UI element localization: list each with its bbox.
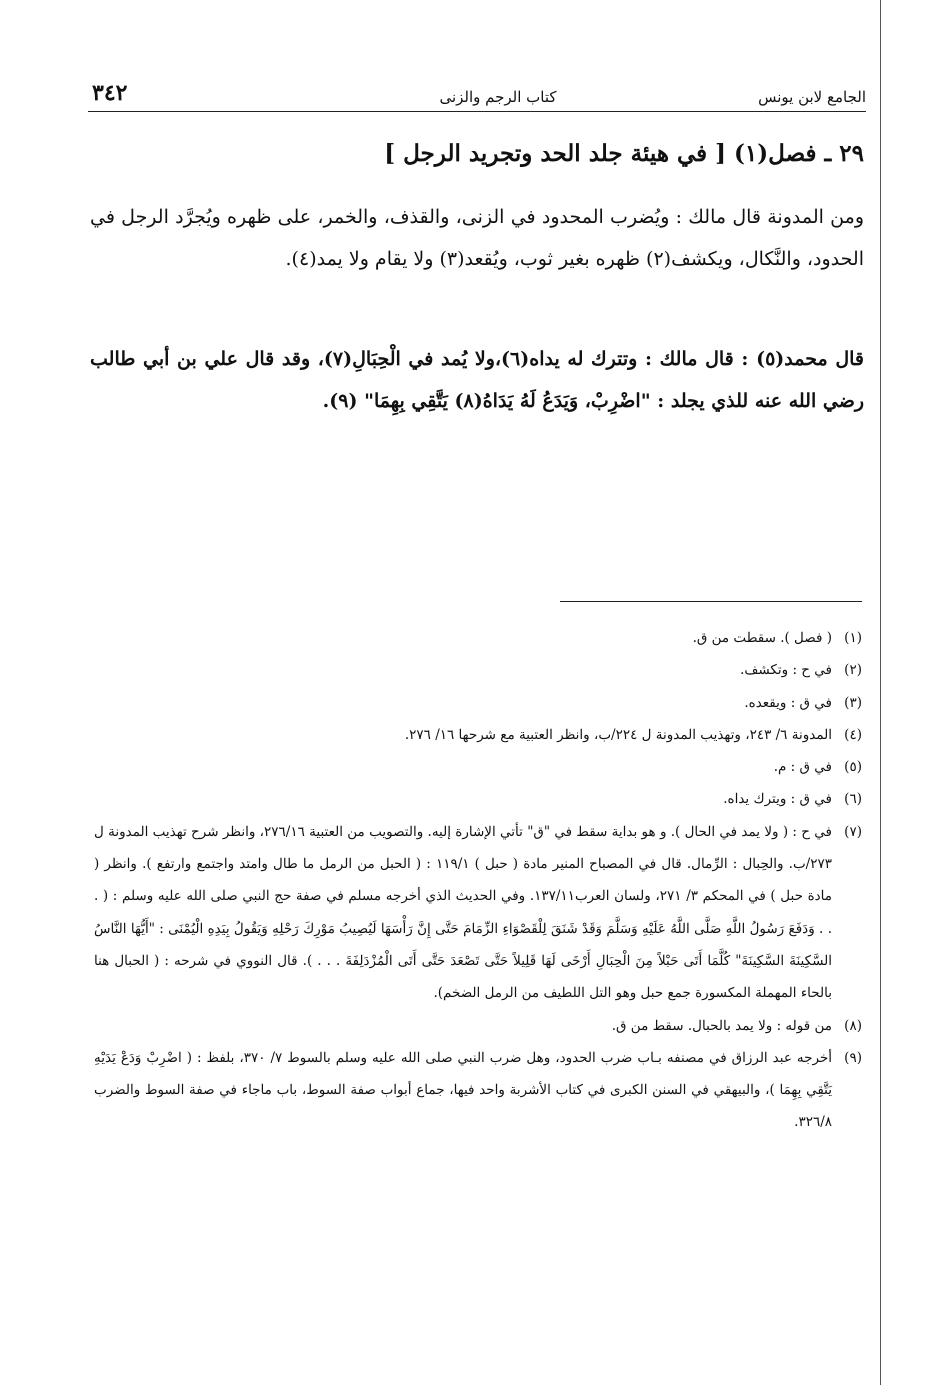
footnote-5	[94, 751, 862, 783]
chapter-title: كتاب الرجم والزنى	[439, 88, 557, 106]
footnote-3	[94, 687, 862, 719]
footnote-7	[94, 816, 862, 1010]
footnote-number: (٢)	[844, 662, 862, 679]
paragraph-1: ومن المدونة قال مالك : ويُضرب المحدود في الزنى، والقذف، والخمر، على ظهره ويُجرَّد الرجل في الحدود، والنَّكال، ويكشف(٢) ظهره بغير ثوب، ويُقعد(٣) ولا يقام ولا يمد(٤).	[90, 206, 864, 270]
header-rule	[88, 111, 866, 112]
footnote-number: (٩)	[844, 1049, 862, 1066]
footnote-2	[94, 654, 862, 686]
footnote-text: في ق : م.	[773, 759, 832, 776]
footnote-number: (٤)	[844, 726, 862, 743]
footnote-4	[94, 719, 862, 751]
footnote-number: (٦)	[844, 791, 862, 808]
footnote-number: (٨)	[844, 1017, 862, 1034]
footnotes	[94, 622, 862, 1139]
running-header	[88, 80, 866, 112]
footnote-text: المدونة ٦/ ٢٤٣، وتهذيب المدونة ل ٢٢٤/ب، وانظر العتبية مع شرحها ١٦/ ٢٧٦.	[404, 726, 832, 743]
footnote-text: في ح : ( ولا يمد في الحال ). و هو بداية سقط في "ق" تأتي الإشارة إليه. والتصويب من العتبية ٢٧٦/١٦، وانظر شرح تهذيب المدونة ل ٢٧٣/ب. والحِبال : الرِّمال. قال في المصباح المنير مادة ( حبل ) ١١٩/١ : ( الحبل من الرمل ما طال وامتد واجتمع وارتفع ). وانظر ( مادة حبل ) في المحكم ٣/ ٢٧١، ولسان العرب١٣٧/١١. وفي الحديث الذي أخرجه مسلم في صفة حج النبي صلى الله عليه وسلم : ( . . . وَدَفَعَ رَسُولُ اللَّهِ صَلَّى اللَّهُ عَلَيْهِ وَسَلَّمَ وَقَدْ شَنَقَ لِلْقَصْوَاءِ الزِّمَامَ حَتَّى إِنَّ رَأْسَهَا لَيُصِيبُ مَوْرِكَ رَحْلِهِ وَيَقُولُ بِيَدِهِ الْيُمْنَى : "أَيُّهَا النَّاسُ السَّكِينَةَ السَّكِينَةَ" كُلَّمَا أَتَى حَبْلاً مِنَ الْحِبَالِ أَرْخَى لَهَا قَلِيلاً حَتَّى تَصْعَدَ حَتَّى أَتَى الْمُزْدَلِفَةَ . . . ). قال النووي في شرحه : ( الحبال هنا بالحاء المهملة المكسورة جمع حبل وهو التل اللطيف من الرمل الضخم).	[94, 823, 833, 1002]
footnote-1	[94, 622, 862, 654]
footnote-6	[94, 783, 862, 815]
footnote-9	[94, 1042, 862, 1139]
footnote-text: في ق : ويقعده.	[744, 694, 832, 711]
footnote-number: (٥)	[844, 759, 862, 776]
footnote-number: (١)	[844, 630, 862, 646]
footnote-text: في ح : وتكشف.	[740, 662, 832, 679]
book-title: الجامع لابن يونس	[758, 88, 866, 106]
footnote-8	[94, 1010, 862, 1042]
paragraph-2: قال محمد(٥) : قال مالك : وتترك له يداه(٦)،ولا يُمد في الْحِبَالِ(٧)، وقد قال علي بن أبي طالب رضي الله عنه للذي يجلد : "اضْرِبْ، وَيَدَعُ لَهُ يَدَاهُ(٨) يَتَّقِي بِهِمَا" (٩).	[90, 348, 864, 412]
footnote-number: (٣)	[844, 694, 862, 711]
footnote-text: من قوله : ولا يمد بالحبال. سقط من ق.	[611, 1017, 832, 1034]
page-edge-line	[880, 0, 881, 1385]
footnote-number: (٧)	[844, 823, 862, 840]
footnote-rule	[560, 601, 862, 602]
footnote-text: أخرجه عبد الرزاق في مصنفه بـاب ضرب الحدود، وهل ضرب النبي صلى الله عليه وسلم بالسوط ٧/ ٣٧٠، بلفظ : ( اضْرِبْ وَدَعْ يَدَيْهِ يَتَّقِي بِهِمَا )، والبيهقي في السنن الكبرى في كتاب الأشربة واحد فيها، جماع أبواب صفة السوط، باب ماجاء في صفة السوط والضرب ٣٢٦/٨.	[94, 1049, 832, 1131]
footnote-text: في ق : ويترك يداه.	[723, 791, 832, 808]
page-number: ٣٤٢	[92, 80, 128, 106]
footnote-text: ( فصل ). سقطت من ق.	[692, 630, 832, 646]
section-heading: ٢٩ ـ فصل(١) [ في هيئة جلد الحد وتجريد الرجل ]	[384, 140, 864, 167]
